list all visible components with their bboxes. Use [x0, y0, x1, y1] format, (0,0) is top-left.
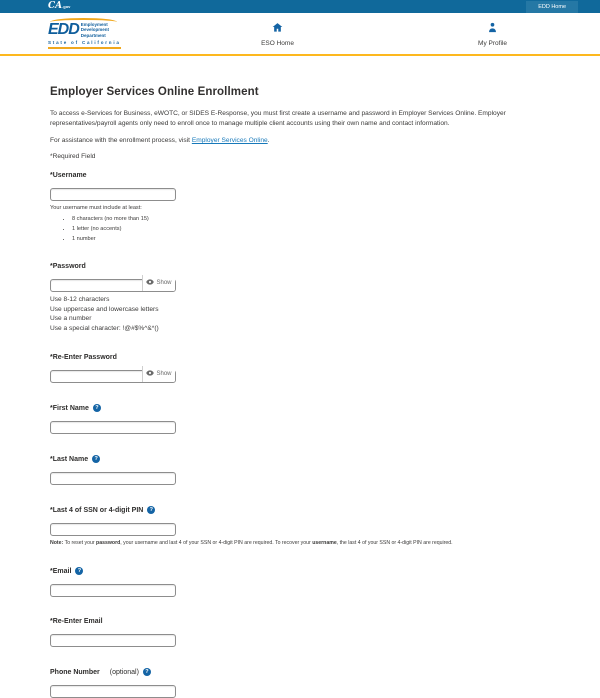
required-field-note: *Required Field: [50, 153, 96, 161]
email-label: *Email: [50, 567, 72, 575]
show-password-button[interactable]: [142, 275, 175, 291]
assistance-prefix: For assistance with the enrollment process, visit: [50, 137, 192, 145]
ssn-pin-input[interactable]: [50, 523, 176, 536]
username-rules-list: [50, 216, 550, 242]
last-name-input[interactable]: [50, 472, 176, 485]
edd-logo-line3: Department: [80, 32, 106, 38]
ca-gov-logo-gov: .gov: [62, 4, 71, 9]
ca-gov-logo[interactable]: [48, 2, 70, 11]
edd-logo-wrap: [0, 18, 170, 49]
username-field-group: [50, 172, 550, 242]
nav-my-profile-label: My Profile: [478, 40, 507, 47]
ssn-pin-field-group: [50, 506, 550, 546]
password-rule: Use a special character: !@#$%^&*(): [50, 324, 159, 332]
password-rule: Use uppercase and lowercase letters: [50, 305, 159, 313]
password-field-group: [50, 263, 550, 333]
email-field-group: [50, 567, 550, 597]
eye-icon: [146, 279, 154, 287]
password-rule: Use a number: [50, 315, 92, 323]
ssn-pin-label: *Last 4 of SSN or 4-digit PIN: [50, 506, 144, 514]
last-name-field-group: [50, 455, 550, 485]
show-password-label: Show: [156, 280, 172, 287]
reenter-password-field-group: [50, 354, 550, 383]
site-header: [0, 13, 600, 54]
home-icon: [272, 20, 283, 38]
reenter-email-field-group: [50, 618, 550, 647]
header-nav: [170, 20, 600, 47]
phone-field-group: [50, 668, 550, 698]
reenter-email-label: *Re-Enter Email: [50, 618, 103, 626]
nav-eso-home[interactable]: [170, 20, 385, 47]
first-name-input[interactable]: [50, 421, 176, 434]
assistance-line: [50, 137, 550, 144]
password-label: *Password: [50, 263, 86, 271]
last-name-label: *Last Name: [50, 455, 89, 463]
intro-paragraph: To access e-Services for Business, eWOTC, or SIDES E-Response, you must first create a username and password in Employer Services Online. Employer representatives/payroll agents only need to enroll once to manage multiple client accounts using their own name and contact information.: [50, 110, 506, 127]
first-name-help-icon[interactable]: ?: [93, 404, 101, 412]
email-help-icon[interactable]: ?: [75, 567, 83, 575]
show-reenter-password-label: Show: [156, 371, 172, 378]
main-content: [0, 56, 600, 698]
ssn-pin-help-icon[interactable]: ?: [147, 506, 155, 514]
username-hint-title: Your username must include at least:: [50, 205, 142, 212]
show-reenter-password-button[interactable]: [142, 366, 175, 382]
assistance-suffix: .: [267, 137, 270, 145]
note-label: Note:: [50, 540, 64, 547]
phone-input[interactable]: [50, 685, 176, 698]
ssn-note: Note: To reset your password, your username and last 4 of your SSN or 4-digit PIN are required. To recover your username, the last 4 of your SSN or 4-digit PIN are required.: [50, 540, 453, 547]
employer-services-online-link[interactable]: Employer Services Online: [191, 137, 268, 145]
password-rules: [50, 295, 550, 333]
edd-logo-state: State of California: [48, 39, 121, 49]
first-name-field-group: [50, 404, 550, 434]
edd-logo-line2: Development: [80, 27, 110, 33]
nav-eso-home-label: ESO Home: [261, 40, 294, 47]
last-name-help-icon[interactable]: ?: [92, 455, 100, 463]
password-rule: Use 8-12 characters: [50, 296, 110, 304]
edd-logo-line1: Employment: [80, 21, 108, 27]
nav-my-profile[interactable]: [385, 20, 600, 47]
ca-gov-logo-ca: CA: [48, 1, 63, 11]
phone-help-icon[interactable]: ?: [143, 668, 151, 676]
phone-label: Phone Number: [50, 668, 100, 676]
username-input[interactable]: [50, 188, 176, 201]
reenter-email-input[interactable]: [50, 634, 176, 647]
edd-logo-department-lines: [81, 22, 109, 38]
topbar: [0, 0, 600, 13]
first-name-label: *First Name: [50, 404, 89, 412]
phone-optional-label: (optional): [109, 668, 139, 676]
reenter-password-label: *Re-Enter Password: [50, 354, 117, 362]
eye-icon: [146, 370, 154, 378]
list-item: • 1 letter (no accents): [72, 226, 550, 232]
email-input[interactable]: [50, 584, 176, 597]
list-item: • 1 number: [72, 236, 550, 242]
edd-logo[interactable]: [48, 18, 121, 49]
edd-home-link[interactable]: EDD Home: [526, 1, 578, 13]
person-icon: [487, 20, 498, 38]
list-item: • 8 characters (no more than 15): [72, 216, 550, 222]
edd-logo-acronym: EDD: [48, 20, 79, 38]
page-title: Employer Services Online Enrollment: [50, 86, 259, 98]
username-label: *Username: [50, 172, 87, 180]
